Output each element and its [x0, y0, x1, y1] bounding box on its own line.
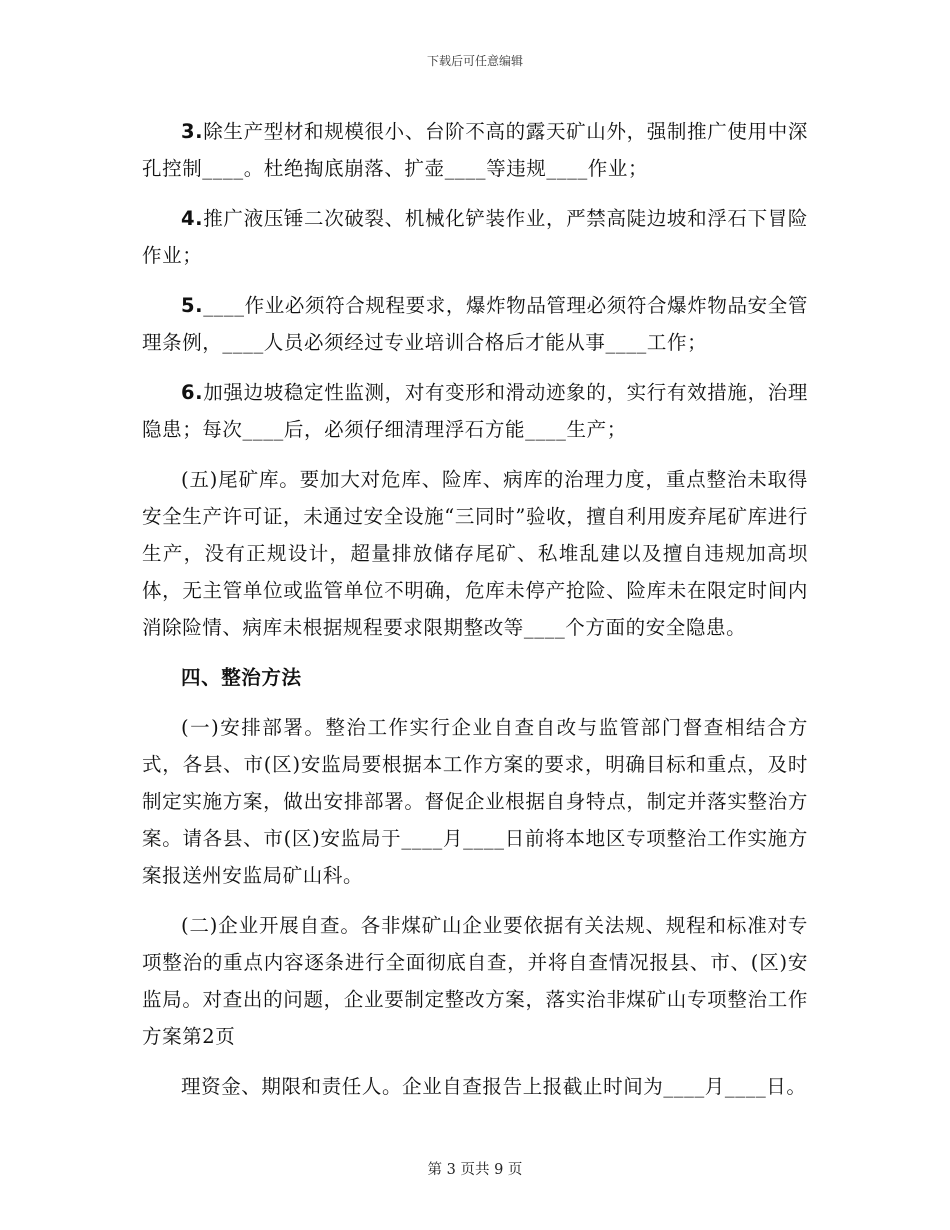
paragraph-self-check: (二)企业开展自查。各非煤矿山企业要依据有关法规、规程和标准对专项整治的重点内容逐条进行全面彻底自查，并将自查情况报县、市、(区)安监局。对查出的问题，企业要制定整改方案，落实治非煤矿山专项整治工作方案第2页: [142, 914, 808, 1048]
paragraph-deadline: 理资金、期限和责任人。企业自查报告上报截止时间为____月____日。: [181, 1075, 807, 1098]
item-number: 6.: [181, 381, 204, 404]
list-item-4: [142, 200, 808, 274]
item-number: 3.: [181, 120, 204, 143]
item-text: ____作业必须符合规程要求，爆炸物品管理必须符合爆炸物品安全管理条例，____人员必须经过专业培训合格后才能从事____工作；: [142, 294, 808, 354]
item-text: 推广液压锤二次破裂、机械化铲装作业，严禁高陡边坡和浮石下冒险作业；: [142, 207, 808, 267]
item-text: 加强边坡稳定性监测，对有变形和滑动迹象的，实行有效措施，治理隐患；每次____后，必须仔细清理浮石方能____生产；: [142, 381, 808, 441]
document-body: [142, 110, 808, 1105]
item-number: 4.: [181, 207, 204, 230]
page-header: 下载后可任意编辑: [426, 54, 523, 68]
list-item-3: [142, 113, 808, 187]
list-item-6: [142, 374, 808, 448]
paragraph-deployment: (一)安排部署。整治工作实行企业自查自改与监管部门督查相结合方式，各县、市(区)安监局要根据本工作方案的要求，明确目标和重点，及时制定实施方案，做出安排部署。督促企业根据自身特点，制定并落实整治方案。请各县、市(区)安监局于____月____日前将本地区专项整治工作实施方案报送州安监局矿山科。: [142, 716, 808, 887]
item-number: 5.: [181, 294, 204, 317]
section-heading: 四、整治方法: [181, 666, 302, 689]
list-item-5: [142, 287, 808, 361]
item-text: 除生产型材和规模很小、台阶不高的露天矿山外，强制推广使用中深孔控制____。杜绝掏底崩落、扩壶____等违规____作业；: [142, 120, 808, 180]
paragraph-tailings: (五)尾矿库。要加大对危库、险库、病库的治理力度，重点整治未取得安全生产许可证，未通过安全设施“三同时”验收，擅自利用废弃尾矿库进行生产，没有正规设计，超量排放储存尾矿、私堆乱建以及擅自违规加高坝体，无主管单位或监管单位不明确，危库未停产抢险、险库未在限定时间内消除险情、病库未根据规程要求限期整改等____个方面的安全隐患。: [142, 468, 808, 639]
page-number: 第 3 页共 9 页: [427, 1162, 523, 1178]
